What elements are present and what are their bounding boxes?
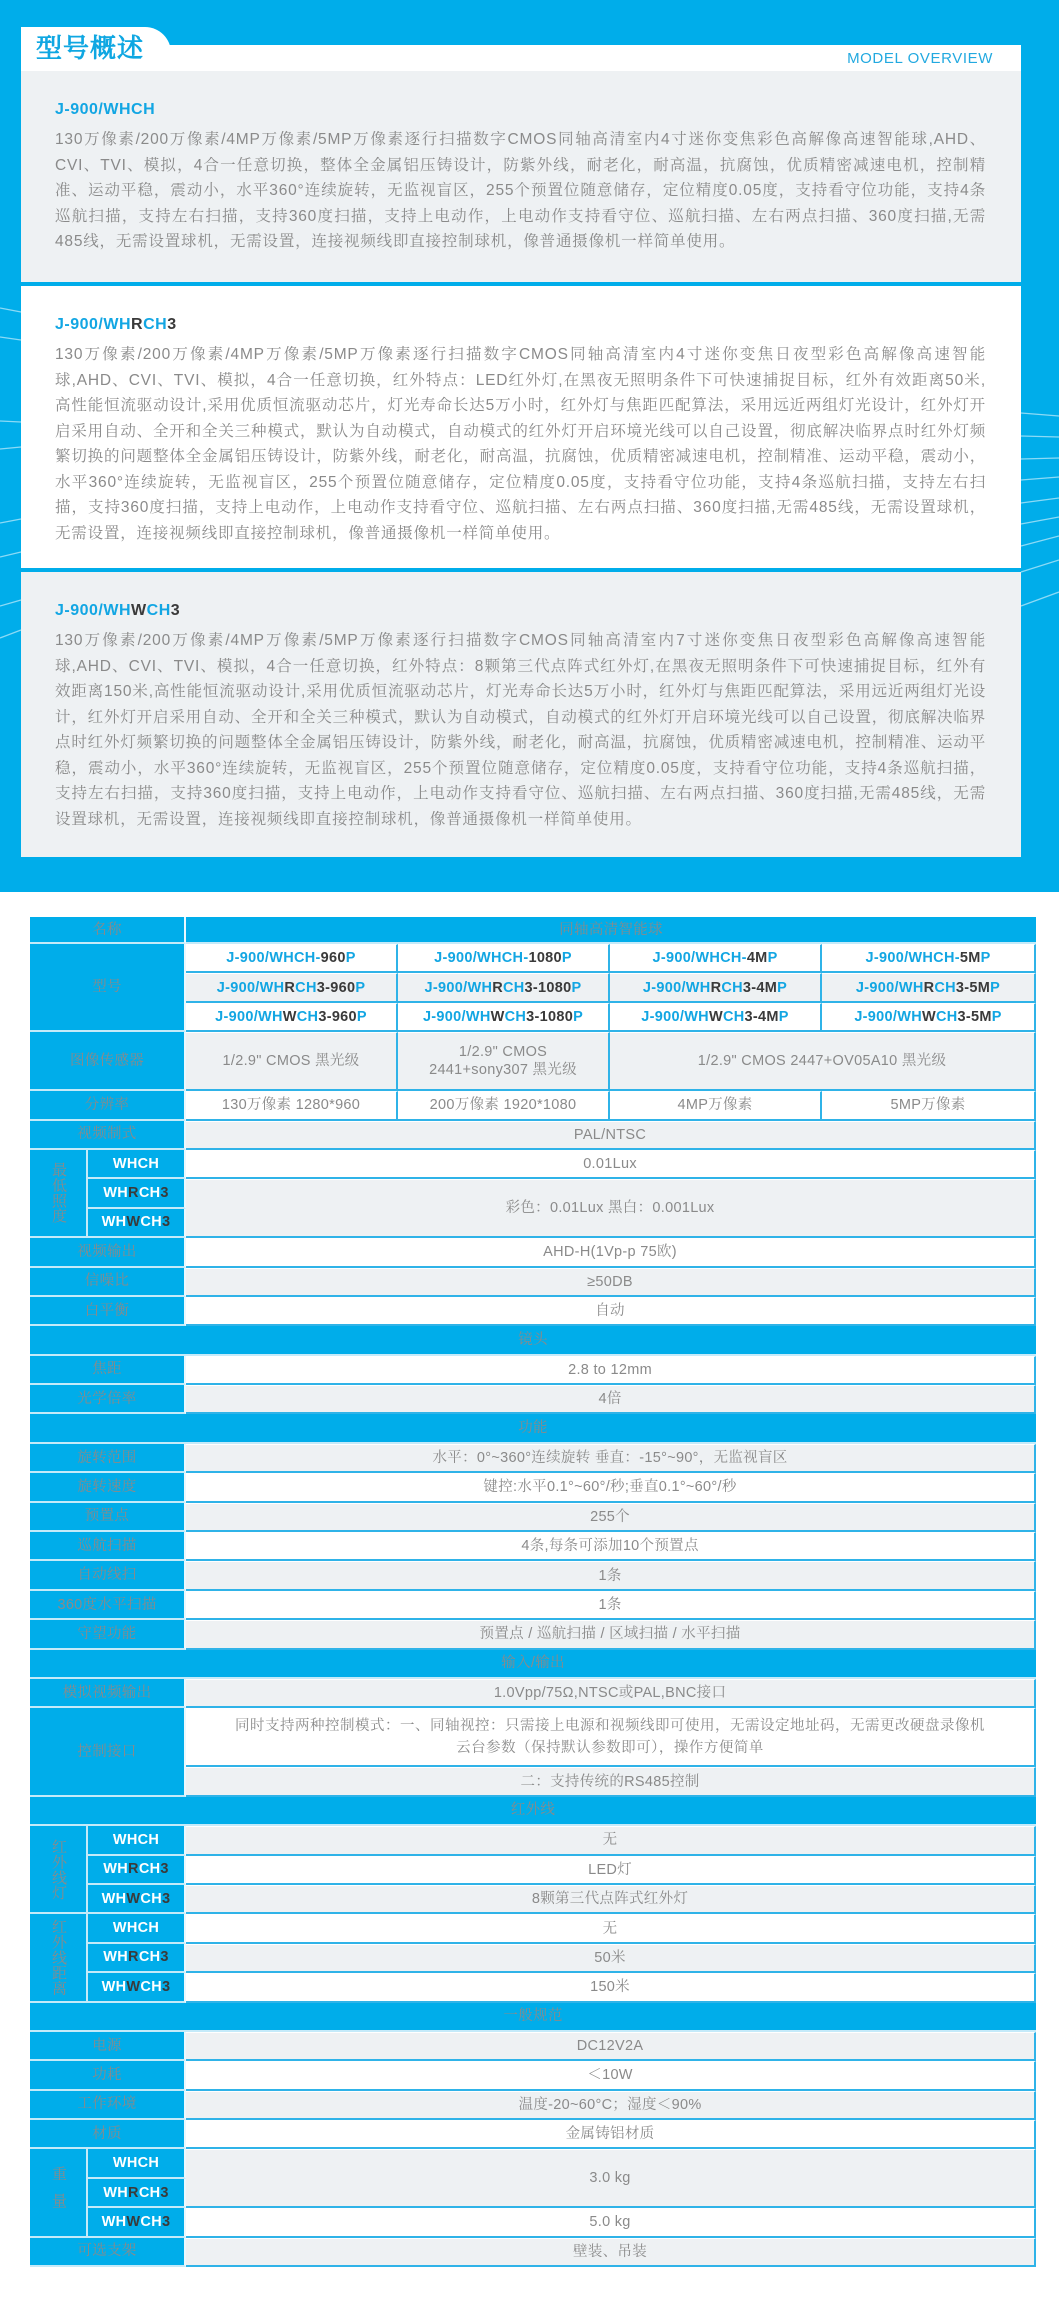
text-segment: W (708, 1008, 723, 1025)
sensor-value: 1/2.9" CMOS 2447+OV05A10 黑光级 (610, 1032, 1036, 1091)
overview-card-whch (21, 71, 1021, 282)
row-value: ＜10W (186, 2061, 1036, 2090)
text-segment: R (710, 979, 722, 996)
row-label: 名称 (30, 917, 186, 944)
text-segment: 3 (161, 2213, 171, 2230)
text-segment: CH (934, 979, 956, 996)
text-segment: 3-960 (318, 1008, 357, 1025)
text-segment: 3-4M (744, 1008, 779, 1025)
model-cell (398, 1003, 610, 1032)
table-section-function (30, 1414, 1036, 1443)
table-row-bracket (30, 2238, 1036, 2267)
resolution-value: 4MP万像素 (610, 1091, 822, 1120)
text-segment: CH (138, 1861, 161, 1878)
row-label: 白平衡 (30, 1297, 186, 1326)
row-value: 50米 (186, 1944, 1036, 1973)
text-segment: WHCH (112, 2155, 160, 2172)
text-segment: WH (103, 1185, 129, 1202)
table-row-video-output (30, 1238, 1036, 1267)
text-segment: W (921, 1008, 936, 1025)
row-label: 巡航扫描 (30, 1532, 186, 1561)
model-cell (822, 1003, 1036, 1032)
group-label (30, 1150, 88, 1238)
resolution-value: 200万像素 1920*1080 (398, 1091, 610, 1120)
text-segment: J-900/WH (215, 1008, 283, 1025)
variant-label (88, 1973, 186, 2002)
table-row-control-interface (30, 1708, 1036, 1767)
text-segment: 3-1080 (526, 1008, 574, 1025)
row-value: 3.0 kg (186, 2149, 1036, 2208)
text-segment: 960 (320, 950, 346, 967)
table-row-model (30, 944, 1036, 973)
text-segment: J-900/WHCH- (434, 950, 529, 967)
text-segment: P (345, 950, 356, 967)
text-segment: P (991, 1008, 1002, 1025)
table-row-auto-line-scan (30, 1561, 1036, 1590)
row-label: 型号 (30, 944, 186, 1032)
row-label: 预置点 (30, 1503, 186, 1532)
model-cell (822, 973, 1036, 1002)
text-segment: J-900/WHCH- (865, 950, 960, 967)
text-segment: CH (143, 316, 168, 333)
group-label (30, 1914, 88, 2002)
text-segment: 3 (160, 1861, 169, 1878)
text-segment: J-900/WHCH (55, 101, 156, 118)
table-row-video-format (30, 1121, 1036, 1150)
text-segment: CH (503, 979, 525, 996)
text-segment: 3 (161, 1890, 171, 1907)
text-segment: CH (296, 1008, 319, 1025)
table-row-min-illumination (30, 1150, 1036, 1179)
text-segment: J-900/WH (854, 1008, 922, 1025)
text-segment: CH (935, 1008, 958, 1025)
table-row-weight (30, 2208, 1036, 2237)
table-row-environment (30, 2091, 1036, 2120)
text-segment: CH (138, 2184, 161, 2201)
page-title: 型号概述 (36, 33, 145, 63)
model-cell (186, 944, 398, 973)
table-row-360-scan (30, 1591, 1036, 1620)
text-segment: WH (103, 1949, 129, 1966)
table-row-white-balance (30, 1297, 1036, 1326)
row-value (186, 1708, 1036, 1767)
overview-background (0, 0, 1059, 892)
text-segment: R (492, 979, 503, 996)
overview-card-whwch3 (21, 572, 1021, 857)
text-segment: WHCH (112, 1920, 160, 1937)
variant-label (88, 2149, 186, 2178)
table-row-guard-function (30, 1620, 1036, 1649)
text-segment: WH (101, 1214, 127, 1231)
text-segment: WH (101, 1978, 127, 1995)
text-segment: 3-5M (957, 1008, 992, 1025)
text-segment: R (128, 1185, 139, 1202)
row-value: 自动 (186, 1297, 1036, 1326)
variant-label (88, 1856, 186, 1885)
row-label: 分辨率 (30, 1091, 186, 1120)
row-label: 模拟视频输出 (30, 1679, 186, 1708)
model-cell (610, 973, 822, 1002)
group-label (30, 1826, 88, 1914)
row-value: 二：支持传统的RS485控制 (186, 1767, 1036, 1796)
text-segment: WHCH (112, 1155, 160, 1172)
overview-card-whrch3 (21, 286, 1021, 568)
text-segment: 3 (160, 2184, 169, 2201)
text-segment: W (126, 1890, 141, 1907)
text-segment: W (490, 1008, 505, 1025)
text-segment: 3 (167, 316, 177, 333)
model-cell (610, 1003, 822, 1032)
row-label: 自动线扫 (30, 1561, 186, 1590)
text-segment: 3 (170, 602, 181, 619)
text-segment: J-900/WH (642, 979, 711, 996)
spec-table (30, 917, 1036, 2267)
table-row-ir-lamp (30, 1856, 1036, 1885)
text-segment: R (131, 316, 144, 333)
text-segment: P (767, 950, 778, 967)
text-segment: P (561, 950, 572, 967)
table-row-cruise-scan (30, 1532, 1036, 1561)
variant-label (88, 1209, 186, 1238)
variant-label (88, 1179, 186, 1208)
section-heading: 功能 (30, 1414, 1036, 1443)
row-value: LED灯 (186, 1856, 1036, 1885)
table-section-infrared (30, 1797, 1036, 1826)
text-segment: 3 (161, 1214, 171, 1231)
model-cell (610, 944, 822, 973)
model-title (55, 99, 986, 121)
text-segment: 3-5M (955, 979, 991, 996)
text-segment: R (128, 1949, 139, 1966)
table-section-lens (30, 1326, 1036, 1355)
row-value: 彩色：0.01Lux 黑白：0.001Lux (186, 1179, 1036, 1238)
model-description: 130万像素/200万像素/4MP万像素/5MP万像素逐行扫描数字CMOS同轴高清室内7寸迷你变焦日夜型彩色高解像高速智能球,AHD、CVI、TVI、模拟，4合一任意切换，红外特点：8颗第三代点阵式红外灯,在黑夜无照明条件下可快速捕捉目标，红外有效距离150米,高性能恒流驱动设计,采用优质恒流驱动芯片，灯光寿命长达5万小时，红外灯与焦距匹配算法，采用远近两组灯光设计，红外灯开启采用自动、全开和全关三种模式，默认为自动模式，自动模式的红外灯开启环境光线可以自己设置，彻底解决临界点时红外灯频繁切换的问题整体全金属铝压铸设计，防紫外线，耐老化，耐高温，抗腐蚀，优质精密减速电机，控制精准、运动平稳，震动小，水平360°连续旋转，无监视盲区，255个预置位随意储存，定位精度0.05度，支持看守位功能，支持4条巡航扫描，支持左右扫描，支持360度扫描，支持上电动作，上电动作支持看守位、巡航扫描、左右两点扫描、360度扫描,无需485线，无需设置球机，无需设置，连接视频线即直接控制球机，像普通摄像机一样简单使用。 (55, 632, 986, 828)
table-row-material (30, 2120, 1036, 2149)
table-row-ir-lamp (30, 1885, 1036, 1914)
row-value: 键控:水平0.1°~60°/秒;垂直0.1°~60°/秒 (186, 1473, 1036, 1502)
table-row-ir-distance (30, 1944, 1036, 1973)
text-segment: CH (146, 602, 171, 619)
row-label: 电源 (30, 2032, 186, 2061)
text-segment: J-900/WH (216, 979, 285, 996)
section-heading: 一般规范 (30, 2003, 1036, 2032)
row-label: 旋转速度 (30, 1473, 186, 1502)
variant-label (88, 1150, 186, 1179)
resolution-value: 130万像素 1280*960 (186, 1091, 398, 1120)
row-value: 150米 (186, 1973, 1036, 2002)
table-row-optical-zoom (30, 1385, 1036, 1414)
text-segment: J-900/WH (55, 316, 132, 333)
row-value: 4条,每条可添加10个预置点 (186, 1532, 1036, 1561)
table-row-ir-lamp (30, 1826, 1036, 1855)
text-segment: CH (140, 2213, 162, 2230)
sensor-value (398, 1032, 610, 1091)
text-segment: CH (140, 1214, 162, 1231)
text-segment: J-900/WH (641, 1008, 709, 1025)
text-segment: WH (101, 1890, 127, 1907)
group-label-text: 红外线距离 (50, 1919, 67, 1996)
table-row-presets (30, 1503, 1036, 1532)
table-row-focal-length (30, 1356, 1036, 1385)
text-segment: 3-1080 (524, 979, 572, 996)
text-segment: WH (101, 2213, 127, 2230)
text-segment: 3-4M (742, 979, 778, 996)
row-value: 无 (186, 1826, 1036, 1855)
row-value: ≥50DB (186, 1268, 1036, 1297)
row-label: 图像传感器 (30, 1032, 186, 1091)
model-cell (186, 1003, 398, 1032)
table-row-name (30, 917, 1036, 944)
row-label: 功耗 (30, 2061, 186, 2090)
table-section-io (30, 1650, 1036, 1679)
text-segment: CH (722, 1008, 745, 1025)
row-label: 光学倍率 (30, 1385, 186, 1414)
text-segment: P (571, 979, 582, 996)
model-cell (398, 973, 610, 1002)
text-segment: 3 (161, 1978, 171, 1995)
table-row-ir-distance (30, 1914, 1036, 1943)
text-segment: R (128, 2184, 139, 2201)
table-row-power (30, 2032, 1036, 2061)
text-segment: WH (103, 1861, 129, 1878)
page-subtitle: MODEL OVERVIEW (847, 50, 993, 67)
text-segment: 3 (160, 1185, 169, 1202)
row-value: 金属铸铝材质 (186, 2120, 1036, 2149)
text-segment: P (356, 1008, 367, 1025)
group-label-text: 最低照度 (50, 1162, 67, 1224)
text-segment: J-900/WH (424, 979, 493, 996)
table-row-sensor (30, 1032, 1036, 1091)
text-segment: J-900/WH (855, 979, 924, 996)
row-value: 5.0 kg (186, 2208, 1036, 2237)
text-segment: W (126, 2213, 141, 2230)
text-segment: J-900/WHCH- (226, 950, 321, 967)
sensor-value-line: 1/2.9" CMOS (458, 1044, 548, 1061)
row-value: 1条 (186, 1561, 1036, 1590)
row-label: 信噪比 (30, 1268, 186, 1297)
text-segment: J-900/WH (422, 1008, 491, 1025)
row-label: 工作环境 (30, 2091, 186, 2120)
model-title (55, 314, 986, 336)
model-cell (186, 973, 398, 1002)
row-value: 1.0Vpp/75Ω,NTSC或PAL,BNC接口 (186, 1679, 1036, 1708)
text-segment: W (126, 1978, 141, 1995)
variant-label (88, 2179, 186, 2208)
text-segment: W (282, 1008, 297, 1025)
section-heading: 红外线 (30, 1797, 1036, 1826)
text-segment: P (355, 979, 366, 996)
table-row-min-illumination (30, 1179, 1036, 1208)
sensor-value-line: 2441+sony307 黑光级 (429, 1062, 577, 1079)
row-label: 守望功能 (30, 1620, 186, 1649)
table-row-rotation-range (30, 1444, 1036, 1473)
text-segment: P (990, 979, 1001, 996)
model-description: 130万像素/200万像素/4MP万像素/5MP万像素逐行扫描数字CMOS同轴高清室内4寸迷你变焦彩色高解像高速智能球,AHD、CVI、TVI、模拟，4合一任意切换，整体全金属铝压铸设计，防紫外线，耐老化，耐高温，抗腐蚀，优质精密减速电机，控制精准、运动平稳，震动小，水平360°连续旋转，无监视盲区，255个预置位随意储存，定位精度0.05度，支持看守位功能，支持4条巡航扫描，支持左右扫描，支持360度扫描，支持上电动作，上电动作支持看守位、巡航扫描、左右两点扫描、360度扫描,无需485线，无需设置球机，无需设置，连接视频线即直接控制球机，像普通摄像机一样简单使用。 (55, 131, 986, 250)
sensor-value: 1/2.9" CMOS 黑光级 (186, 1032, 398, 1091)
table-row-rotation-speed (30, 1473, 1036, 1502)
text-segment: CH (295, 979, 317, 996)
table-row-analog-output (30, 1679, 1036, 1708)
variant-label (88, 1944, 186, 1973)
text-segment: W (131, 602, 147, 619)
row-label: 材质 (30, 2120, 186, 2149)
variant-label (88, 2208, 186, 2237)
row-label: 旋转范围 (30, 1444, 186, 1473)
text-segment: CH (138, 1949, 161, 1966)
text-segment: R (923, 979, 935, 996)
text-segment: P (778, 1008, 789, 1025)
text-segment: R (284, 979, 296, 996)
variant-label (88, 1885, 186, 1914)
text-segment: 3-960 (316, 979, 356, 996)
row-value: 温度-20~60°C；湿度＜90% (186, 2091, 1036, 2120)
row-value: 255个 (186, 1503, 1036, 1532)
product-category: 同轴高清智能球 (186, 917, 1036, 944)
row-label: 可选支架 (30, 2238, 186, 2267)
table-row-snr (30, 1268, 1036, 1297)
table-section-general (30, 2003, 1036, 2032)
table-row-power-consumption (30, 2061, 1036, 2090)
text-segment: W (126, 1214, 141, 1231)
row-value: AHD-H(1Vp-p 75欧) (186, 1238, 1036, 1267)
row-value: 无 (186, 1914, 1036, 1943)
text-segment: CH (504, 1008, 527, 1025)
row-label: 焦距 (30, 1356, 186, 1385)
model-cell (822, 944, 1036, 973)
resolution-value: 5MP万像素 (822, 1091, 1036, 1120)
row-value: PAL/NTSC (186, 1121, 1036, 1150)
group-label (30, 2149, 88, 2237)
control-mode-description: 同时支持两种控制模式：一、同轴视控：只需接上电源和视频线即可使用，无需设定地址码，无需更改硬盘录像机云台参数（保持默认参数即可），操作方便简单 (235, 1718, 986, 1757)
model-description: 130万像素/200万像素/4MP万像素/5MP万像素逐行扫描数字CMOS同轴高清室内4寸迷你变焦日夜型彩色高解像高速智能球,AHD、CVI、TVI、模拟，4合一任意切换，红外特点：LED红外灯,在黑夜无照明条件下可快速捕捉目标，红外有效距离50米,高性能恒流驱动设计,采用优质恒流驱动芯片，灯光寿命长达5万小时，红外灯与焦距匹配算法，采用远近两组灯光设计，红外灯开启采用自动、全开和全关三种模式，默认为自动模式，自动模式的红外灯开启环境光线可以自己设置，彻底解决临界点时红外灯频繁切换的问题整体全金属铝压铸设计，防紫外线，耐老化，耐高温，抗腐蚀，优质精密减速电机，控制精准、运动平稳，震动小，水平360°连续旋转，无监视盲区，255个预置位随意储存，定位精度0.05度，支持看守位功能，支持4条巡航扫描，支持左右扫描，支持360度扫描，支持上电动作，上电动作支持看守位、巡航扫描、左右两点扫描、360度扫描,无需485线，无需设置球机，无需设置，连接视频线即直接控制球机，像普通摄像机一样简单使用。 (55, 346, 986, 542)
text-segment: P (573, 1008, 584, 1025)
row-value: 水平：0°~360°连续旋转 垂直：-15°~90°，无监视盲区 (186, 1444, 1036, 1473)
row-value: 壁装、吊装 (186, 2238, 1036, 2267)
text-segment: 3 (160, 1949, 169, 1966)
row-value: 2.8 to 12mm (186, 1356, 1036, 1385)
text-segment: P (777, 979, 788, 996)
text-segment: CH (138, 1185, 161, 1202)
model-title (55, 600, 986, 622)
row-value: 4倍 (186, 1385, 1036, 1414)
text-segment: J-900/WH (55, 602, 132, 619)
text-segment: R (128, 1861, 139, 1878)
text-segment: CH (140, 1978, 162, 1995)
row-value: DC12V2A (186, 2032, 1036, 2061)
text-segment: CH (721, 979, 743, 996)
text-segment: CH (140, 1890, 162, 1907)
text-segment: 5M (959, 950, 981, 967)
row-value: 1条 (186, 1591, 1036, 1620)
variant-label (88, 1826, 186, 1855)
text-segment: J-900/WHCH- (652, 950, 747, 967)
row-label: 控制接口 (30, 1708, 186, 1796)
group-label-text: 重量 (50, 2165, 67, 2220)
group-label-text: 红外线灯 (50, 1838, 67, 1900)
model-cell (398, 944, 610, 973)
table-row-ir-distance (30, 1973, 1036, 2002)
text-segment: WHCH (112, 1831, 160, 1848)
text-segment: 4M (746, 950, 768, 967)
table-row-resolution (30, 1091, 1036, 1120)
variant-label (88, 1914, 186, 1943)
row-label: 视频输出 (30, 1238, 186, 1267)
row-value: 0.01Lux (186, 1150, 1036, 1179)
section-heading: 镜头 (30, 1326, 1036, 1355)
section-heading: 输入/输出 (30, 1650, 1036, 1679)
text-segment: P (980, 950, 991, 967)
text-segment: WH (103, 2184, 129, 2201)
text-segment: 1080 (528, 950, 562, 967)
row-value: 预置点 / 巡航扫描 / 区域扫描 / 水平扫描 (186, 1620, 1036, 1649)
row-label: 360度水平扫描 (30, 1591, 186, 1620)
table-row-weight (30, 2149, 1036, 2178)
row-label: 视频制式 (30, 1121, 186, 1150)
row-value: 8颗第三代点阵式红外灯 (186, 1885, 1036, 1914)
